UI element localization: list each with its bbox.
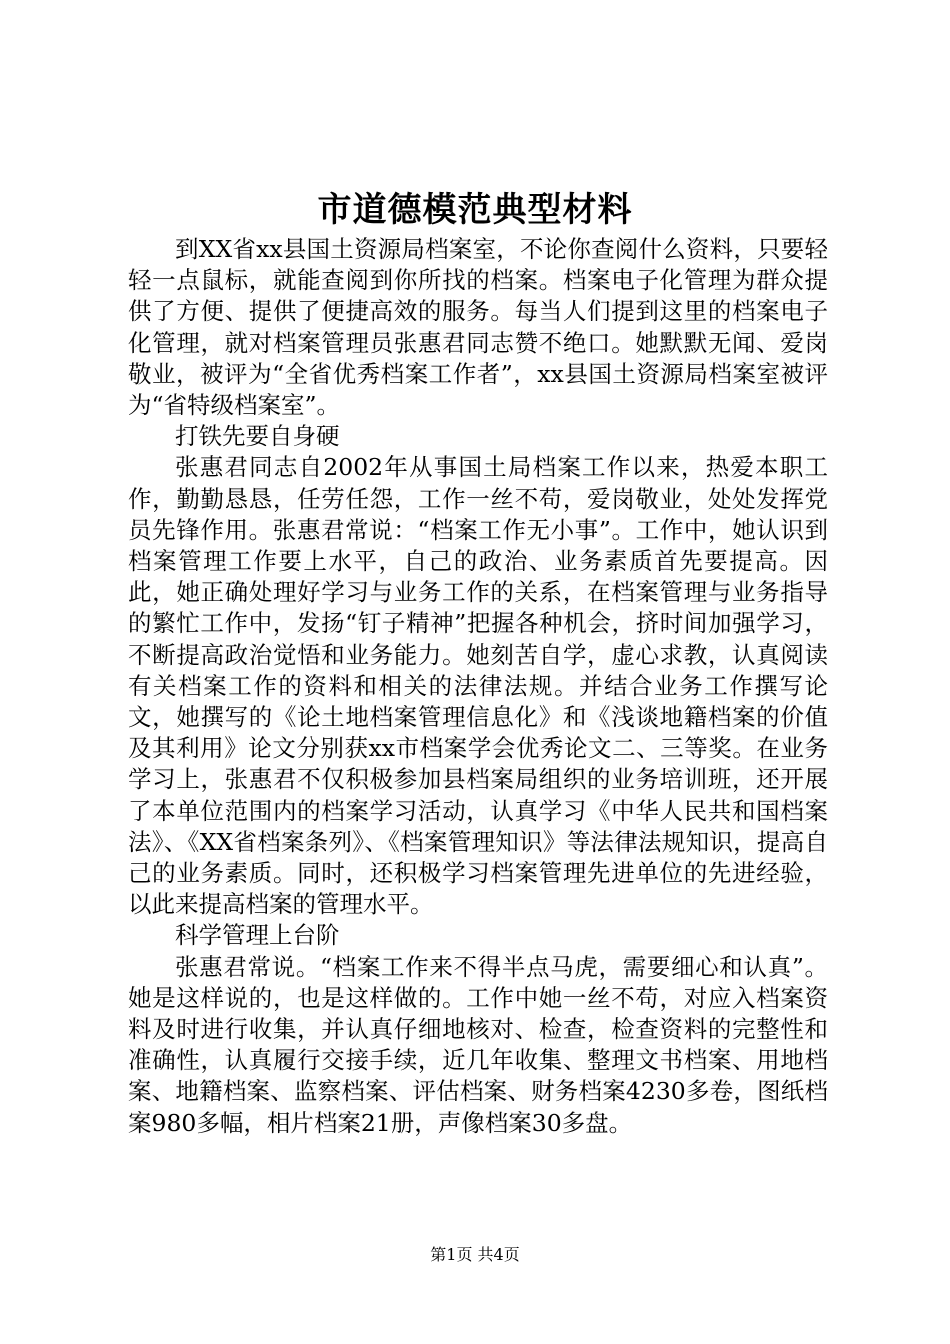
section-heading-scientific-management: 科学管理上台阶 (175, 921, 340, 950)
section-paragraph-scientific-management: 张惠君常说。“档案工作来不得半点马虎，需要细心和认真”。她是这样说的，也是这样做的。工作中她一丝不苟，对应入档案资料及时进行收集，并认真仔细地核对、检查，检查资料的完整性和准确性，认真履行交接手续，近几年收集、整理文书档案、用地档案、地籍档案、监察档案、评估档案、财务档案4230多卷，图纸档案980多幅，相片档案21册，声像档案30多盘。 (128, 952, 828, 1137)
intro-paragraph: 到XX省xx县国土资源局档案室，不论你查阅什么资料，只要轻轻一点鼠标，就能查阅到你所找的档案。档案电子化管理为群众提供了方便、提供了便捷高效的服务。每当人们提到这里的档案电子化管理，就对档案管理员张惠君同志赞不绝口。她默默无闻、爱岗敬业，被评为“全省优秀档案工作者”，xx县国土资源局档案室被评为“省特级档案室”。 (128, 235, 828, 420)
document-title: 市道德模范典型材料 (317, 190, 633, 230)
page-footer: 第1页 共4页 (430, 1245, 520, 1264)
section-paragraph-self-discipline: 张惠君同志自2002年从事国土局档案工作以来，热爱本职工作，勤勤恳恳，任劳任怨，工作一丝不苟，爱岗敬业，处处发挥党员先锋作用。张惠君常说：“档案工作无小事”。工作中，她认识到档案管理工作要上水平，自己的政治、业务素质首先要提高。因此，她正确处理好学习与业务工作的关系，在档案管理与业务指导的繁忙工作中，发扬“钉子精神”把握各种机会，挤时间加强学习，不断提高政治觉悟和业务能力。她刻苦自学，虚心求教，认真阅读有关档案工作的资料和相关的法律法规。并结合业务工作撰写论文，她撰写的《论土地档案管理信息化》和《浅谈地籍档案的价值及其利用》论文分别获xx市档案学会优秀论文二、三等奖。在业务学习上，张惠君不仅积极参加县档案局组织的业务培训班，还开展了本单位范围内的档案学习活动，认真学习《中华人民共和国档案法》、《XX省档案条列》、《档案管理知识》等法律法规知识，提高自己的业务素质。同时，还积极学习档案管理先进单位的先进经验，以此来提高档案的管理水平。 (128, 453, 828, 919)
section-heading-self-discipline: 打铁先要自身硬 (175, 422, 340, 451)
document-body (128, 234, 828, 1139)
